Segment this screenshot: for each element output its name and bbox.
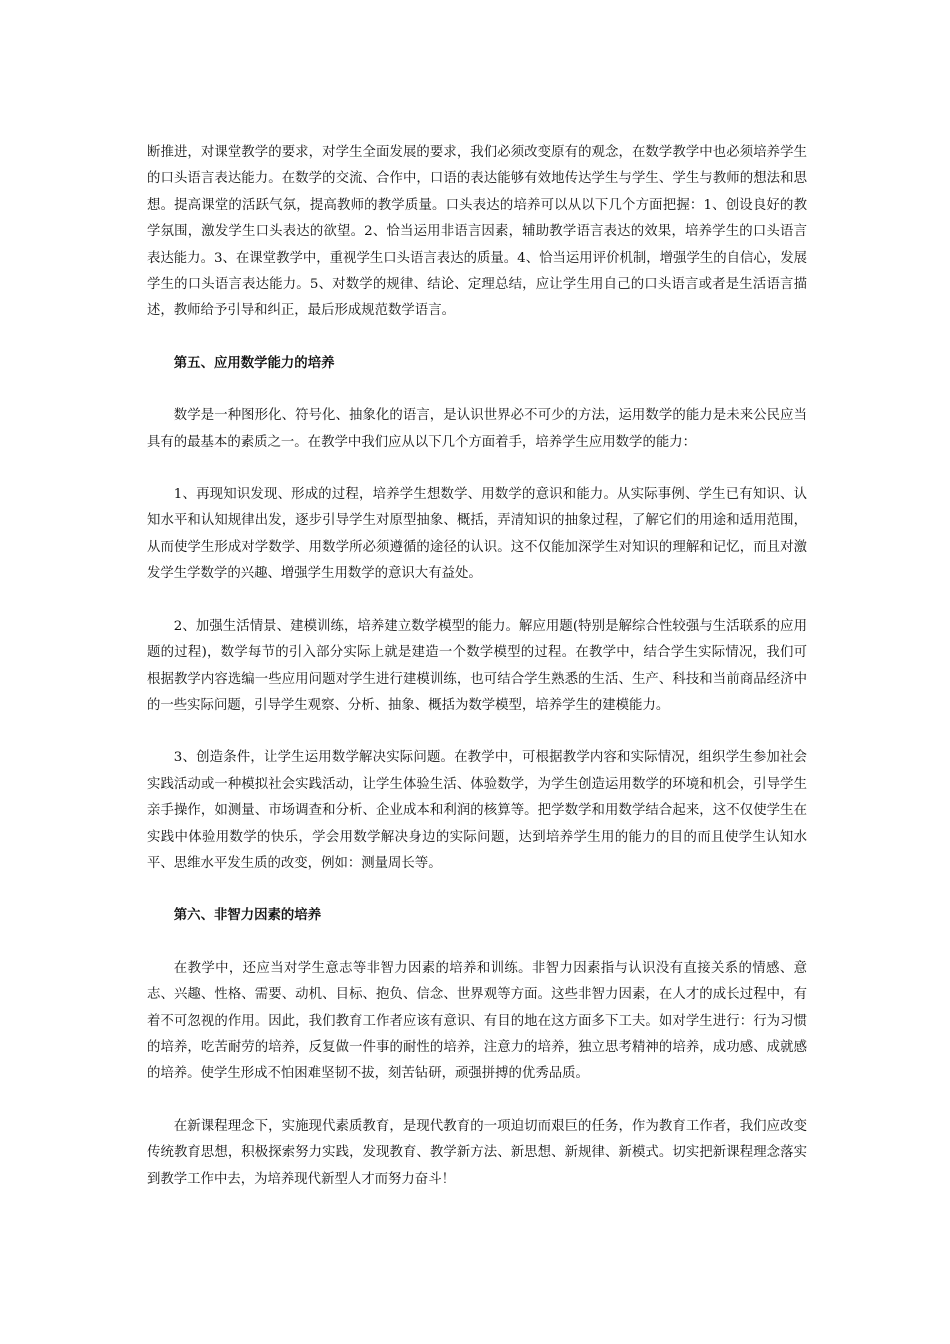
section-heading-6: 第六、非智力因素的培养 [173, 908, 322, 924]
paragraph-applied-math-1: 1、再现知识发现、形成的过程，培养学生想数学、用数学的意识和能力。从实际事例、学生已有知识、认知水平和认知规律出发，逐步引导学生对原型抽象、概括，弄清知识的抽象过程，了解它们的用途和适用范围，从而使学生形成对学数学、用数学所必须遵循的途径的认识。这不仅能加深学生对知识的理解和记忆，而且对激发学生学数学的兴趣、增强学生用数学的意识大有益处。 [147, 487, 807, 582]
paragraph-applied-math-intro: 数学是一种图形化、符号化、抽象化的语言，是认识世界必不可少的方法，运用数学的能力是未来公民应当具有的最基本的素质之一。在教学中我们应从以下几个方面着手，培养学生应用数学的能力： [147, 408, 807, 450]
paragraph-conclusion: 在新课程理念下，实施现代素质教育，是现代教育的一项迫切而艰巨的任务，作为教育工作者，我们应改变传统教育思想，积极探索努力实践，发现教育、教学新方法、新思想、新规律、新模式。切实把新课程理念落实到教学工作中去，为培养现代新型人才而努力奋斗！ [147, 1118, 807, 1187]
paragraph-applied-math-2: 2、加强生活情景、建模训练，培养建立数学模型的能力。解应用题(特别是解综合性较强与生活联系的应用题的过程)，数学每节的引入部分实际上就是建造一个数学模型的过程。在教学中，结合学生实际情况，我们可根据教学内容选编一些应用问题对学生进行建模训练，也可结合学生熟悉的生活、生产、科技和当前商品经济中的一些实际问题，引导学生观察、分析、抽象、概括为数学模型，培养学生的建模能力。 [147, 618, 807, 713]
paragraph-applied-math-3: 3、创造条件，让学生运用数学解决实际问题。在教学中，可根据教学内容和实际情况，组织学生参加社会实践活动或一种模拟社会实践活动，让学生体验生活、体验数学，为学生创造运用数学的环境和机会，引导学生亲手操作，如测量、市场调查和分析、企业成本和利润的核算等。把学数学和用数学结合起来，这不仅使学生在实践中体验用数学的快乐，学会用数学解决身边的实际问题，达到培养学生用的能力的目的而且使学生认知水平、思维水平发生质的改变，例如：测量周长等。 [147, 750, 807, 871]
document-body [147, 140, 807, 1219]
paragraph-non-intellectual: 在教学中，还应当对学生意志等非智力因素的培养和训练。非智力因素指与认识没有直接关系的情感、意志、兴趣、性格、需要、动机、目标、抱负、信念、世界观等方面。这些非智力因素，在人才的成长过程中，有着不可忽视的作用。因此，我们教育工作者应该有意识、有目的地在这方面多下工夫。如对学生进行：行为习惯的培养，吃苦耐劳的培养，反复做一件事的耐性的培养，注意力的培养，独立思考精神的培养，成功感、成就感的培养。使学生形成不怕困难坚韧不拔，刻苦钻研，顽强拼搏的优秀品质。 [147, 960, 807, 1082]
section-heading-5: 第五、应用数学能力的培养 [173, 355, 335, 371]
paragraph-oral-expression: 断推进，对课堂教学的要求，对学生全面发展的要求，我们必须改变原有的观念，在数学教学中也必须培养学生的口头语言表达能力。在数学的交流、合作中，口语的表达能够有效地传达学生与学生、学生与教师的想法和思想。提高课堂的活跃气氛，提高教师的教学质量。口头表达的培养可以从以下几个方面把握：1、创设良好的教学氛围，激发学生口头表达的欲望。2、恰当运用非语言因素，辅助教学语言表达的效果，培养学生的口头语言表达能力。3、在课堂教学中，重视学生口头语言表达的质量。4、恰当运用评价机制，增强学生的自信心，发展学生的口头语言表达能力。5、对数学的规律、结论、定理总结，应让学生用自己的口头语言或者是生活语言描述，教师给予引导和纠正，最后形成规范数学语言。 [147, 145, 807, 319]
